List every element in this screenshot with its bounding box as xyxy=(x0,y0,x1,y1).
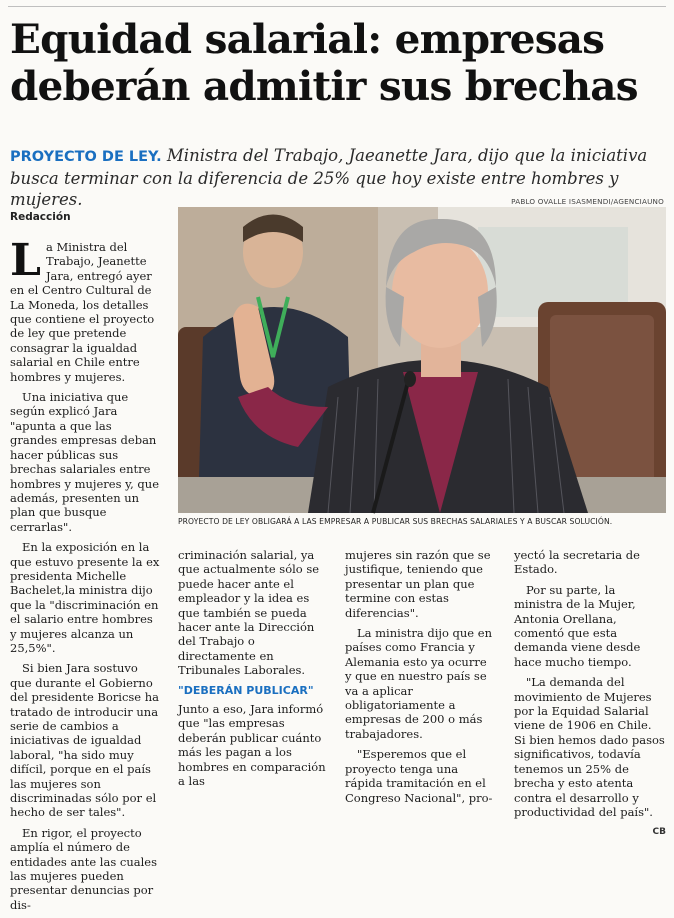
byline: Redacción xyxy=(10,211,71,223)
paragraph: En la exposición en la que estuvo presente la ex presidenta Michelle Bachelet,la ministra dijo que la "discriminación en el salario entre hombres y mujeres alcanza un 25,5%". xyxy=(10,540,160,655)
body-column-2 xyxy=(178,548,331,795)
end-mark: CB xyxy=(652,827,666,838)
paragraph: yectó la secretaria de Estado. xyxy=(514,548,640,577)
photo-caption: PROYECTO DE LEY OBLIGARÁ A LAS EMPRESAR A PUBLICAR SUS BRECHAS SALARIALES Y A BUSCAR SOLUCIÓN. xyxy=(178,517,613,526)
headline xyxy=(10,16,670,110)
photo-credit: PABLO OVALLE ISASMENDI/AGENCIAUNO xyxy=(511,197,664,206)
subhead: "DEBERÁN PUBLICAR" xyxy=(178,683,314,697)
paragraph: Una iniciativa que según explicó Jara "apunta a que las grandes empresas deban hacer públicas sus brechas salariales entre hombres y mujeres y, que además, presenten un plan que busque cerrarlas". xyxy=(10,390,160,534)
body-column-3 xyxy=(345,548,495,811)
paragraph: La ministra dijo que en países como Francia y Alemania esto ya ocurre y que en nuestro país se va a aplicar obligatoriamente a empresas de 200 o más trabajadores. xyxy=(345,626,492,741)
headline-line-1: Equidad salarial: empresas xyxy=(10,15,605,63)
body-column-1 xyxy=(10,235,160,918)
photo-illustration xyxy=(178,207,666,513)
paragraph: Si bien Jara sostuvo que durante el Gobierno del presidente Boricse ha tratado de introducir una serie de cambios a iniciativas de igualdad laboral, "ha sido muy difícil, porque en el país las mujeres son discriminadas sólo por el hecho de ser tales". xyxy=(10,661,160,820)
paragraph xyxy=(10,235,160,384)
paragraph: Por su parte, la ministra de la Mujer, Antonia Orellana, comentó que esta demanda viene desde hace mucho tiempo. xyxy=(514,582,641,669)
paragraph: criminación salarial, ya que actualmente sólo se puede hacer ante el empleador y la idea es que también se pueda hacer ante la Dirección del Trabajo o directamente en Tribunales Laborales. xyxy=(178,548,320,678)
article-photo xyxy=(178,207,666,513)
paragraph-text: a Ministra del Trabajo, Jeanette Jara, entregó ayer en el Centro Cultural de La Moneda, los detalles que contiene el proyecto de ley que pretende consagrar la igualdad salarial en Chile entre hombres y mujeres. xyxy=(10,240,155,384)
paragraph: "La demanda del movimiento de Mujeres por la Equidad Salarial viene de 1906 en Chile. Si bien hemos dado pasos significativos, todavía tenemos un 25% de brecha y esto atenta contra el desarrollo y productividad del país". xyxy=(514,675,665,819)
body-column-4 xyxy=(514,548,666,840)
paragraph: mujeres sin razón que se justifique, teniendo que presentar un plan que termine con estas diferencias". xyxy=(345,548,491,620)
kicker: PROYECTO DE LEY. xyxy=(10,149,162,165)
standfirst-text: Ministra del Trabajo, Jaeanette Jara, dijo que la iniciativa busca terminar con la diferencia de 25% que hoy existe entre hombres y mujeres. xyxy=(10,146,648,209)
paragraph: Junto a eso, Jara informó que "las empresas deberán publicar cuánto más les pagan a los hombres en comparación a las xyxy=(178,702,326,789)
top-rule xyxy=(8,6,666,7)
headline-line-2: deberán admitir sus brechas xyxy=(10,62,638,110)
paragraph: En rigor, el proyecto amplía el número de entidades ante las cuales las mujeres pueden presentar denuncias por dis- xyxy=(10,825,157,912)
paragraph: "Esperemos que el proyecto tenga una rápida tramitación en el Congreso Nacional", pro- xyxy=(345,747,493,805)
drop-cap: L xyxy=(10,235,41,286)
